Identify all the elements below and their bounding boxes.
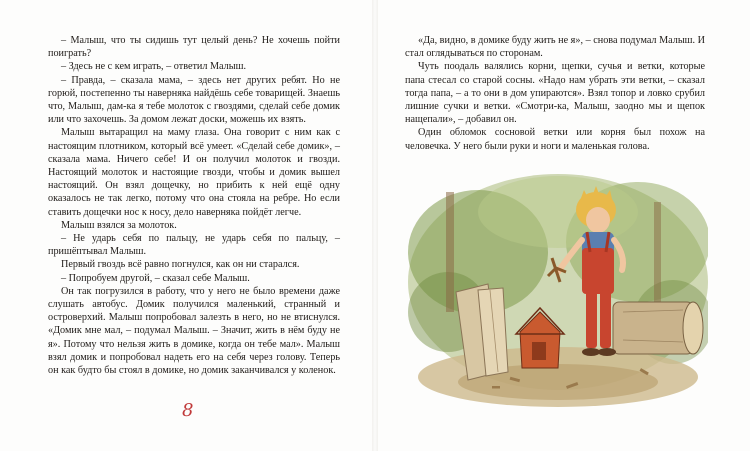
paragraph: Малыш вытаращил на маму глаза. Она говорит с ним как с настоящим плотником, который всё умеет. «Сделай себе домик», – сказала мама. Ничего себе! И он получил молоток и гвозди. Настоящий молоток и настоящие гвозди, чтобы и домик вышел настоящий. Он взял дощечку, но прибить к ней ещё одну оказалось не так легко, потому что она стояла на ребре. Но если ставить дощечки нос к носу, дело наверняка пойдёт легче. (48, 127, 340, 218)
paragraph: – Попробуем другой, – сказал себе Малыш. (61, 272, 250, 284)
paragraph: Он так погрузился в работу, что у него не было времени даже слушать автобус. Домик получился маленький, странный и островерхий. Малыш попробовал залезть в него, но не втиснулся. «Домик мне мал, – подумал Малыш. – Значит, жить в нём буду не я». Потому что нельзя жить в домике, когда он тебе мал». Малыш взял домик и попробовал надеть его на себя через голову. Теперь он как будто бы стоял в домике, но домик заканчивался у коленок. (48, 285, 340, 377)
paragraph: Один обломок сосновой ветки или корня был похож на человечка. У него были руки и ноги и маленькая голова. (405, 127, 705, 152)
left-page-text (48, 34, 340, 377)
paragraph: Малыш взялся за молоток. (61, 219, 177, 231)
paragraph: «Да, видно, в домике буду жить не я», – снова подумал Малыш. И стал оглядываться по сторонам. (405, 35, 705, 60)
paragraph: – Здесь не с кем играть, – ответил Малыш. (61, 61, 246, 73)
paragraph: Первый гвоздь всё равно погнулся, как он ни старался. (61, 259, 300, 271)
page-number: 8 (182, 400, 194, 421)
paragraph: – Не ударь себя по пальцу, не ударь себя по пальцу, – пришёптывал Малыш. (48, 233, 340, 258)
paragraph: – Малыш, что ты сидишь тут целый день? Не хочешь пойти поиграть? (48, 35, 340, 60)
illustration-boy-building (408, 172, 708, 408)
log (613, 302, 703, 354)
illustration-svg (408, 172, 708, 408)
paragraph: Чуть поодаль валялись корни, щепки, сучья и ветки, которые папа стесал со старой сосны. «Надо нам убрать эти ветки, – сказал тогда папа, – а то они в дом упираются». Взял топор и ловко срубил лишние сучки и ветки. «Смотри-ка, Малыш, заодно мы и щепок нащепали», – добавил он. (405, 61, 705, 126)
right-page-text (405, 34, 705, 153)
paragraph: – Правда, – сказала мама, – здесь нет других ребят. Но не горюй, постепенно ты наверняка найдёшь себе товарищей. Знаешь что, Малыш, дам-ка я тебе молоток с гвоздями, сделай себе домик или что захочешь. За домом лежат доски, можешь их взять. (48, 74, 340, 126)
